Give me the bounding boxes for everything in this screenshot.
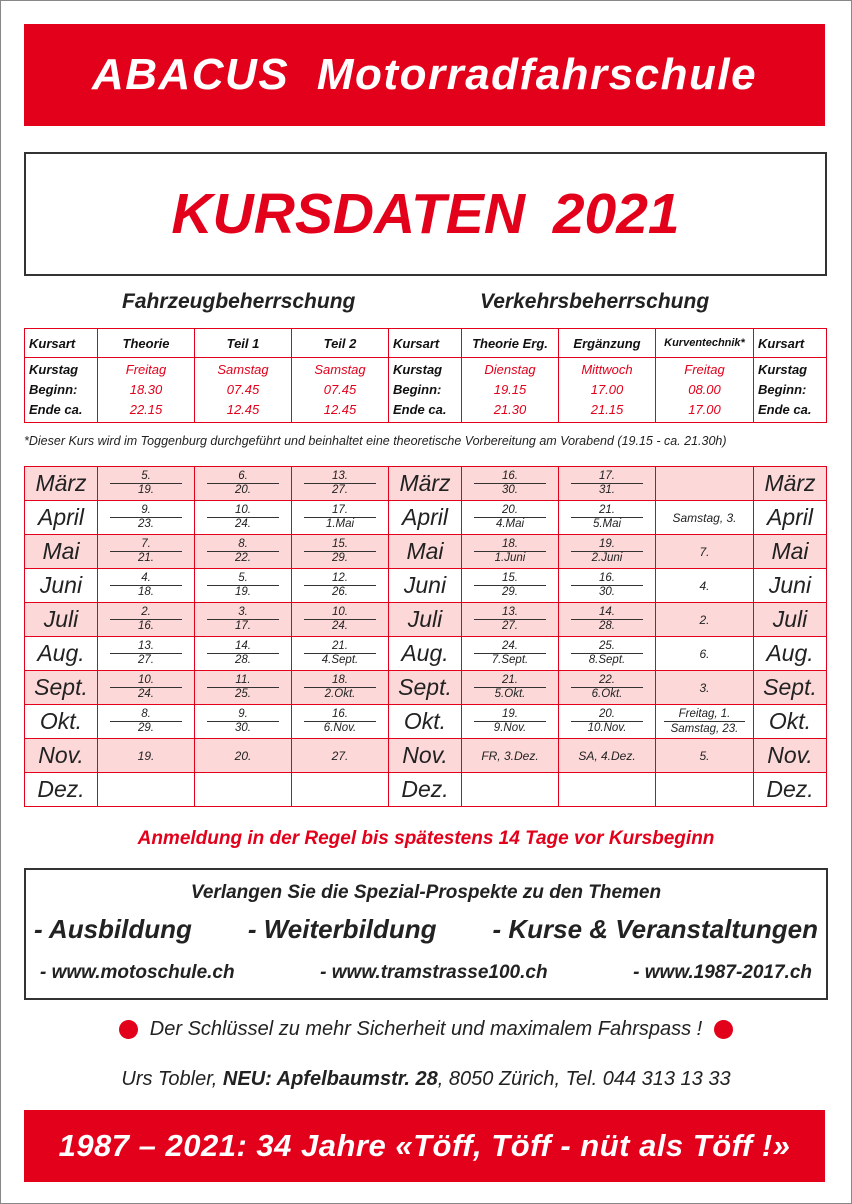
contact-details: , 8050 Zürich, Tel. 044 313 13 33	[437, 1068, 731, 1090]
date-start: 20.	[571, 708, 643, 722]
date-end: 19.	[138, 483, 154, 496]
date-cell	[559, 569, 656, 603]
month-row	[25, 705, 827, 739]
date-start: 16.	[571, 572, 643, 586]
date-start: 22.	[571, 674, 643, 688]
website-link[interactable]: - www.motoschule.ch	[40, 962, 235, 983]
month-label: Aug.	[25, 637, 98, 671]
date-range	[207, 606, 279, 633]
course-end: 17.00	[688, 402, 721, 417]
date-range	[571, 572, 643, 599]
date-cell	[559, 501, 656, 535]
month-label: Sept.	[754, 671, 827, 705]
date-end: 27.	[138, 653, 154, 666]
date-cell	[292, 535, 389, 569]
info-box	[24, 868, 828, 1000]
kursart-label: Kursart	[389, 329, 462, 358]
date-cell	[656, 705, 754, 739]
row-labels	[25, 358, 98, 423]
date-end: 23.	[138, 517, 154, 530]
date-range	[207, 708, 279, 735]
date-range	[207, 674, 279, 701]
course-name: Teil 1	[195, 329, 292, 358]
schedule-table	[24, 328, 827, 423]
date-range	[571, 470, 643, 497]
date-end: 28.	[235, 653, 251, 666]
date-cell	[98, 569, 195, 603]
date-end: 1.Mai	[325, 517, 355, 530]
month-label: Sept.	[389, 671, 462, 705]
date-start: 15.	[304, 538, 376, 552]
date-end: 5.Mai	[592, 517, 622, 530]
course-times	[195, 358, 292, 423]
date-range	[474, 640, 546, 667]
row-labels	[389, 358, 462, 423]
date-cell	[292, 501, 389, 535]
course-start: 07.45	[226, 382, 260, 397]
school-name: ABACUS Motorradfahrschule	[91, 50, 758, 99]
course-end: 12.45	[323, 402, 357, 417]
date-cell	[462, 603, 559, 637]
date-cell: SA, 4.Dez.	[559, 739, 656, 773]
date-range	[571, 708, 643, 735]
date-start: 13.	[110, 640, 182, 654]
slogan-text: Der Schlüssel zu mehr Sicherheit und maximalem Fahrspass !	[149, 1018, 703, 1040]
course-name: Kurventechnik*	[656, 329, 754, 358]
website-link[interactable]: - www.1987-2017.ch	[633, 962, 812, 983]
date-cell	[462, 501, 559, 535]
date-end: 29.	[332, 551, 348, 564]
date-cell	[195, 773, 292, 807]
contact-name: Urs Tobler,	[121, 1068, 223, 1090]
course-day: Samstag	[314, 362, 366, 377]
bullet-dot-icon	[119, 1020, 138, 1039]
date-cell	[559, 535, 656, 569]
month-label: April	[754, 501, 827, 535]
date-cell	[559, 467, 656, 501]
month-label: Juli	[389, 603, 462, 637]
date-start: Freitag, 1.	[664, 707, 745, 722]
date-cell: 7.	[656, 535, 754, 569]
date-cell: 5.	[656, 739, 754, 773]
date-range	[571, 606, 643, 633]
kurstag-label: Kurstag	[758, 362, 808, 377]
date-cell: 27.	[292, 739, 389, 773]
date-start: 20.	[474, 504, 546, 518]
beginn-label: Beginn:	[29, 382, 78, 397]
date-start: 10.	[207, 504, 279, 518]
date-cell	[292, 773, 389, 807]
month-row	[25, 739, 827, 773]
month-label: Sept.	[25, 671, 98, 705]
date-start: 21.	[304, 640, 376, 654]
page-title: KURSDATEN 2021	[171, 182, 680, 246]
new-address: NEU: Apfelbaumstr. 28	[222, 1068, 438, 1090]
date-end: 31.	[599, 483, 615, 496]
date-cell	[656, 467, 754, 501]
course-day: Freitag	[125, 362, 167, 377]
info-heading: Verlangen Sie die Spezial-Prospekte zu den Themen	[190, 882, 662, 903]
date-end: Samstag, 23.	[670, 723, 739, 735]
date-range	[207, 504, 279, 531]
date-cell	[98, 705, 195, 739]
ende-label: Ende ca.	[758, 402, 812, 417]
date-cell	[462, 705, 559, 739]
date-start: 16.	[474, 470, 546, 484]
date-start: 3.	[207, 606, 279, 620]
month-row	[25, 637, 827, 671]
month-label: Dez.	[25, 773, 98, 807]
date-start: 8.	[207, 538, 279, 552]
course-times	[559, 358, 656, 423]
month-label: Juni	[389, 569, 462, 603]
date-end: 30.	[599, 585, 615, 598]
date-range	[571, 674, 643, 701]
date-start: 10.	[110, 674, 182, 688]
date-range	[474, 470, 546, 497]
month-label: Juli	[25, 603, 98, 637]
date-range	[571, 538, 643, 565]
course-name: Teil 2	[292, 329, 389, 358]
kurstag-label: Kurstag	[393, 362, 443, 377]
date-cell	[195, 535, 292, 569]
month-label: Nov.	[389, 739, 462, 773]
date-cell: 4.	[656, 569, 754, 603]
bullet-dot-icon	[714, 1020, 733, 1039]
date-cell	[98, 501, 195, 535]
date-cell: 19.	[98, 739, 195, 773]
date-cell	[559, 705, 656, 739]
date-cell: FR, 3.Dez.	[462, 739, 559, 773]
ende-label: Ende ca.	[393, 402, 447, 417]
month-row	[25, 501, 827, 535]
date-start: 11.	[207, 674, 279, 688]
date-range	[207, 640, 279, 667]
date-cell	[559, 603, 656, 637]
date-end: 22.	[235, 551, 251, 564]
date-end: 2.Juni	[591, 551, 623, 564]
month-row	[25, 671, 827, 705]
date-start: 14.	[571, 606, 643, 620]
date-cell	[559, 637, 656, 671]
beginn-label: Beginn:	[758, 382, 807, 397]
footer-text: 1987 – 2021: 34 Jahre «Töff, Töff - nüt als Töff !»	[58, 1128, 791, 1163]
date-end: 16.	[138, 619, 154, 632]
date-end: 4.Sept.	[321, 653, 359, 666]
month-label: Juni	[25, 569, 98, 603]
date-cell	[195, 603, 292, 637]
date-cell	[292, 637, 389, 671]
course-name: Ergänzung	[559, 329, 656, 358]
date-cell	[292, 569, 389, 603]
date-range	[656, 707, 753, 736]
date-start: 17.	[571, 470, 643, 484]
month-label: Okt.	[25, 705, 98, 739]
date-range	[110, 708, 182, 735]
month-label: Mai	[754, 535, 827, 569]
date-start: 19.	[474, 708, 546, 722]
course-times	[292, 358, 389, 423]
footer-banner	[24, 1110, 825, 1182]
date-start: 12.	[304, 572, 376, 586]
date-cell	[98, 637, 195, 671]
date-end: 6.Okt.	[591, 687, 623, 700]
registration-note: Anmeldung in der Regel bis spätestens 14 Tage vor Kursbeginn	[137, 828, 715, 849]
date-cell	[98, 671, 195, 705]
date-end: 24.	[235, 517, 251, 530]
date-cell: 3.	[656, 671, 754, 705]
course-start: 08.00	[688, 382, 721, 397]
website-link[interactable]: - www.tramstrasse100.ch	[320, 962, 548, 983]
topic-item: - Kurse & Veranstaltungen	[492, 914, 818, 944]
date-range	[474, 708, 546, 735]
date-range	[304, 504, 376, 531]
date-cell	[559, 773, 656, 807]
date-start: 13.	[304, 470, 376, 484]
section-right-heading: Verkehrsbeherrschung	[480, 290, 710, 313]
month-label: Aug.	[754, 637, 827, 671]
date-cell	[462, 467, 559, 501]
kursart-label: Kursart	[25, 329, 98, 358]
date-cell	[195, 501, 292, 535]
date-cell	[292, 705, 389, 739]
date-start: 4.	[110, 572, 182, 586]
date-cell: 2.	[656, 603, 754, 637]
date-range	[474, 538, 546, 565]
date-start: 10.	[304, 606, 376, 620]
date-range	[110, 674, 182, 701]
date-end: 27.	[332, 483, 348, 496]
date-range	[474, 572, 546, 599]
date-start: 2.	[110, 606, 182, 620]
course-day: Mittwoch	[581, 362, 633, 377]
date-end: 6.Nov.	[323, 721, 357, 734]
month-row	[25, 603, 827, 637]
title-box	[24, 152, 827, 276]
month-label: März	[754, 467, 827, 501]
month-row	[25, 569, 827, 603]
date-end: 1.Juni	[494, 551, 526, 564]
course-name: Theorie	[98, 329, 195, 358]
course-start: 19.15	[493, 382, 527, 397]
date-end: 5.Okt.	[494, 687, 526, 700]
date-range	[571, 504, 643, 531]
date-range	[110, 538, 182, 565]
date-cell	[462, 569, 559, 603]
month-label: März	[25, 467, 98, 501]
date-end: 24.	[138, 687, 154, 700]
date-range	[474, 674, 546, 701]
date-cell	[462, 535, 559, 569]
date-cell	[98, 535, 195, 569]
course-day: Samstag	[217, 362, 269, 377]
date-end: 7.Sept.	[491, 653, 529, 666]
date-end: 10.Nov.	[587, 721, 627, 734]
date-end: 18.	[138, 585, 154, 598]
course-start: 07.45	[323, 382, 357, 397]
date-start: 18.	[474, 538, 546, 552]
header-banner	[24, 24, 825, 126]
date-cell	[98, 773, 195, 807]
date-end: 28.	[599, 619, 615, 632]
kurstag-label: Kurstag	[29, 362, 79, 377]
footnote: *Dieser Kurs wird im Toggenburg durchgeführt und beinhaltet eine theoretische Vorbereitung am Vorabend (19.15 - ca. 21.30h)	[24, 434, 727, 448]
month-label: Mai	[389, 535, 462, 569]
date-start: 18.	[304, 674, 376, 688]
date-cell	[462, 637, 559, 671]
date-range	[207, 572, 279, 599]
date-end: 27.	[502, 619, 518, 632]
date-start: 25.	[571, 640, 643, 654]
course-end: 21.30	[493, 402, 527, 417]
date-end: 8.Sept.	[588, 653, 626, 666]
course-times	[656, 358, 754, 423]
date-cell	[462, 671, 559, 705]
date-cell: Samstag, 3.	[656, 501, 754, 535]
date-end: 20.	[235, 483, 251, 496]
month-label: Dez.	[389, 773, 462, 807]
month-label: Okt.	[754, 705, 827, 739]
course-start: 18.30	[129, 382, 163, 397]
date-end: 25.	[235, 687, 251, 700]
date-cell	[195, 671, 292, 705]
date-start: 21.	[571, 504, 643, 518]
contact-address	[0, 1068, 852, 1091]
date-start: 9.	[110, 504, 182, 518]
section-left-heading: Fahrzeugbeherrschung	[122, 290, 356, 313]
date-end: 30.	[235, 721, 251, 734]
date-start: 13.	[474, 606, 546, 620]
ende-label: Ende ca.	[29, 402, 83, 417]
beginn-label: Beginn:	[393, 382, 442, 397]
date-start: 9.	[207, 708, 279, 722]
date-range	[110, 470, 182, 497]
date-range	[474, 504, 546, 531]
month-label: April	[25, 501, 98, 535]
date-cell	[292, 603, 389, 637]
month-label: Okt.	[389, 705, 462, 739]
date-end: 4.Mai	[495, 517, 525, 530]
month-row	[25, 467, 827, 501]
kursart-label: Kursart	[754, 329, 827, 358]
date-end: 19.	[235, 585, 251, 598]
course-times	[98, 358, 195, 423]
date-cell	[195, 569, 292, 603]
date-range	[304, 674, 376, 701]
course-end: 22.15	[129, 402, 163, 417]
date-cell	[98, 603, 195, 637]
date-end: 29.	[502, 585, 518, 598]
date-end: 30.	[502, 483, 518, 496]
date-range	[571, 640, 643, 667]
date-range	[304, 538, 376, 565]
topics-list	[34, 914, 818, 945]
date-end: 21.	[138, 551, 154, 564]
date-end: 9.Nov.	[493, 721, 527, 734]
topic-item: - Ausbildung	[34, 914, 192, 944]
date-range	[207, 470, 279, 497]
date-cell	[559, 671, 656, 705]
slogan-line	[0, 1018, 852, 1041]
month-label: Nov.	[754, 739, 827, 773]
date-range	[110, 572, 182, 599]
date-end: 24.	[332, 619, 348, 632]
date-start: 14.	[207, 640, 279, 654]
date-start: 5.	[110, 470, 182, 484]
date-start: 19.	[571, 538, 643, 552]
month-label: März	[389, 467, 462, 501]
date-end: 26.	[332, 585, 348, 598]
date-range	[110, 504, 182, 531]
month-label: Nov.	[25, 739, 98, 773]
month-label: Aug.	[389, 637, 462, 671]
date-start: 16.	[304, 708, 376, 722]
date-range	[304, 640, 376, 667]
date-cell	[656, 773, 754, 807]
date-range	[304, 708, 376, 735]
month-label: April	[389, 501, 462, 535]
date-end: 17.	[235, 619, 251, 632]
date-cell	[195, 705, 292, 739]
date-range	[110, 606, 182, 633]
course-end: 21.15	[590, 402, 624, 417]
date-range	[304, 606, 376, 633]
date-start: 6.	[207, 470, 279, 484]
date-start: 8.	[110, 708, 182, 722]
date-start: 17.	[304, 504, 376, 518]
date-cell: 6.	[656, 637, 754, 671]
date-end: 2.Okt.	[324, 687, 356, 700]
date-range	[207, 538, 279, 565]
course-day: Freitag	[684, 362, 725, 377]
row-labels	[754, 358, 827, 423]
date-cell	[195, 637, 292, 671]
date-start: 5.	[207, 572, 279, 586]
month-row	[25, 773, 827, 807]
dates-table	[24, 466, 827, 807]
date-range	[304, 470, 376, 497]
month-label: Juni	[754, 569, 827, 603]
date-cell	[98, 467, 195, 501]
date-start: 7.	[110, 538, 182, 552]
date-range	[110, 640, 182, 667]
date-cell	[292, 467, 389, 501]
date-cell	[195, 467, 292, 501]
websites-list	[40, 962, 812, 984]
course-start: 17.00	[590, 382, 624, 397]
date-range	[304, 572, 376, 599]
date-cell	[462, 773, 559, 807]
course-times	[462, 358, 559, 423]
date-start: 15.	[474, 572, 546, 586]
date-end: 29.	[138, 721, 154, 734]
date-start: 24.	[474, 640, 546, 654]
course-day: Dienstag	[484, 362, 536, 377]
month-label: Mai	[25, 535, 98, 569]
month-label: Dez.	[754, 773, 827, 807]
month-label: Juli	[754, 603, 827, 637]
date-cell: 20.	[195, 739, 292, 773]
course-end: 12.45	[226, 402, 260, 417]
date-range	[474, 606, 546, 633]
date-cell	[292, 671, 389, 705]
month-row	[25, 535, 827, 569]
date-start: 21.	[474, 674, 546, 688]
course-name: Theorie Erg.	[462, 329, 559, 358]
topic-item: - Weiterbildung	[247, 914, 437, 944]
